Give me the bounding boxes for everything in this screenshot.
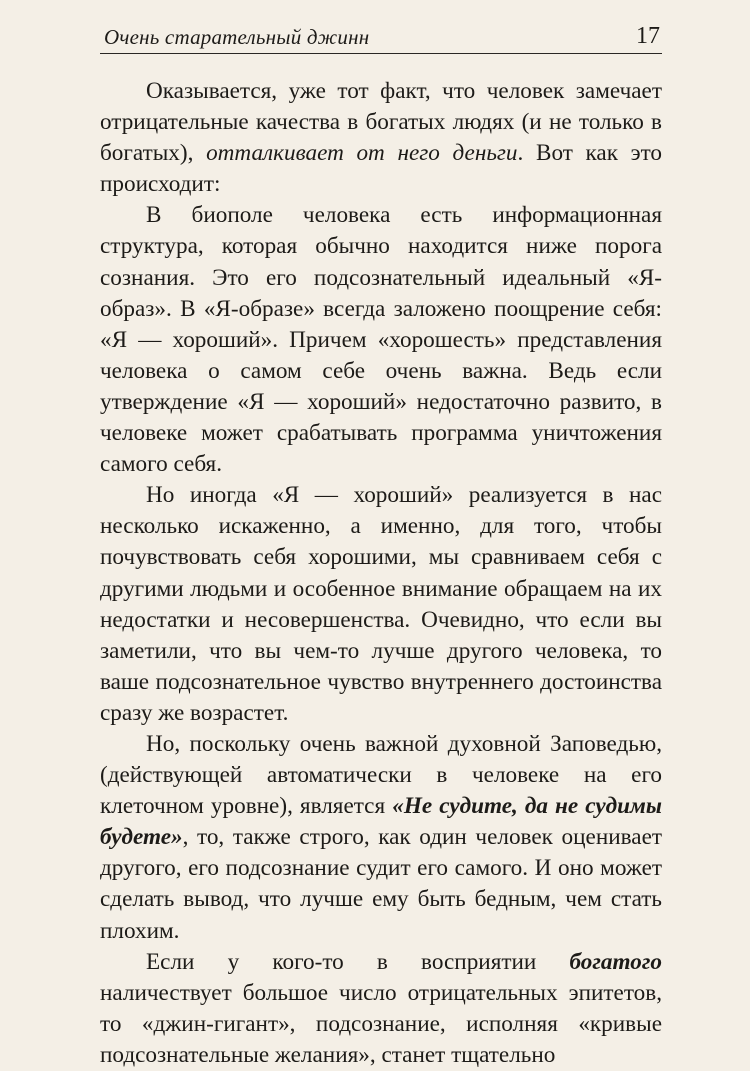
- paragraph-4-text-a: Но, поскольку очень важной духовной Заповедью, (действующей автоматически в человеке на его клеточном уровне), является: [100, 730, 662, 820]
- page-number: 17: [636, 23, 660, 49]
- paragraph-2: В биополе человека есть информационная структура, которая обычно находится ниже порога сознания. Это его подсознательный идеальный «Я-образ». В «Я-образе» всегда заложено поощрение себя: «Я — хороший». Причем «хорошесть» представления человека о самом себе очень важна. Ведь если утверждение «Я — хороший» недостаточно развито, в человеке может срабатывать программа уничтожения самого себя.: [100, 202, 662, 478]
- paragraph-1-text-c: . Вот как это происходит:: [100, 140, 662, 198]
- paragraph-5-text-a: Если у кого-то в восприятии: [146, 948, 570, 975]
- running-head: [100, 20, 662, 54]
- paragraph-4-text-c: , то, также строго, как один человек оценивает другого, его подсознание судит его самого. И оно может сделать вывод, что лучше ему быть бедным, чем стать плохим.: [100, 824, 662, 944]
- paragraph-4-quote: «Не судите, да не судимы будете»: [100, 793, 662, 851]
- paragraph-1: [100, 76, 662, 200]
- paragraph-5: [100, 947, 662, 1071]
- body-text: [100, 76, 662, 1071]
- paragraph-4: [100, 729, 662, 947]
- paragraph-1-text-a: Оказывается, уже тот факт, что человек замечает отрицательные качества в богатых людях (и не только в богатых),: [100, 78, 662, 167]
- paragraph-5-emphasis: богатого: [569, 948, 662, 975]
- running-title: Очень старательный джинн: [104, 25, 370, 49]
- paragraph-1-emphasis: отталкивает от него деньги: [206, 140, 518, 167]
- paragraph-5-text-c: наличествует большое число отрицательных эпитетов, то «джин-гигант», подсознание, исполняя «кривые подсознательные желания», станет тщательно: [100, 979, 662, 1068]
- paragraph-3: Но иногда «Я — хороший» реализуется в нас несколько искаженно, а именно, для того, чтобы почувствовать себя хорошими, мы сравниваем себя с другими людьми и особенное внимание обращаем на их недостатки и несовершенства. Очевидно, что если вы заметили, что вы чем-то лучше другого человека, то ваше подсознательное чувство внутреннего достоинства сразу же возрастет.: [100, 482, 662, 726]
